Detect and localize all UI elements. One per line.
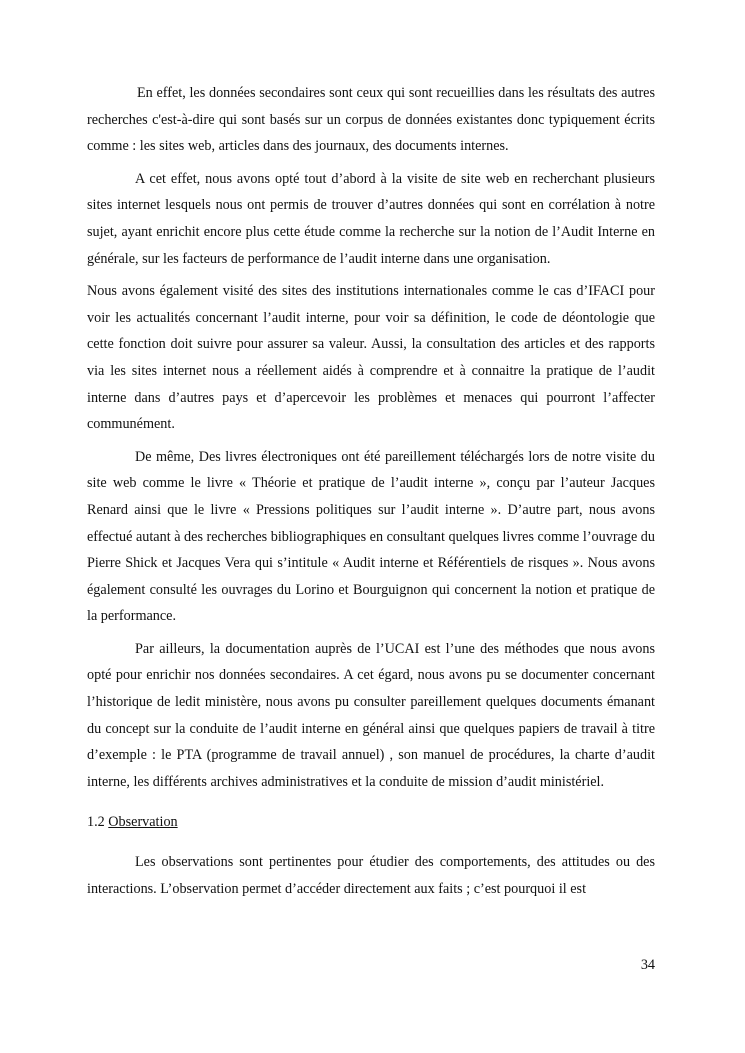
paragraph-observation: Les observations sont pertinentes pour étudier des comportements, des attitudes ou des interactions. L’observation permet d’accéder directement aux faits ; c’est pourquoi il est [87,854,655,898]
section-number: 1.2 [87,814,105,831]
paragraph-ucai-documentation: Par ailleurs, la documentation auprès de l’UCAI est l’une des méthodes que nous avons opté pour enrichir nos données secondaires. A cet égard, nous avons pu se documenter concernant l’historique de ledit ministère, nous avons pu consulter pareillement quelques documents émanant du concept sur la conduite de l’audit interne en général ainsi que quelques papiers de travail à titre d’exemple : le PTA (programme de travail annuel) , son manuel de procédures, la charte d’audit interne, les différents archives administratives et la conduite de mission d’audit ministériel. [87,640,655,790]
section-heading [87,809,655,835]
section-title: Observation [108,814,178,831]
document-page [87,80,655,909]
page-number: 34 [640,957,655,973]
paragraph-international-institutions: Nous avons également visité des sites des institutions internationales comme le cas d’IFACI pour voir les actualités concernant l’audit interne, pour voir sa définition, le code de déontologie que cette fonction doit suivre pour assurer sa valeur. Aussi, la consultation des articles et des rapports via les sites internet nous a réellement aidés à comprendre et à connaitre la pratique de l’audit interne dans d’autres pays et d’apercevoir les problèmes et menaces qui pourront l’affecter communément. [87,283,655,433]
paragraph-secondary-data: En effet, les données secondaires sont ceux qui sont recueillies dans les résultats des autres recherches c'est-à-dire qui sont basés sur un corpus de données existantes donc typiquement écrits comme : les sites web, articles dans des journaux, des documents internes. [87,85,655,155]
paragraph-electronic-books: De même, Des livres électroniques ont été pareillement téléchargés lors de notre visite du site web comme le livre « Théorie et pratique de l’audit interne », conçu par l’auteur Jacques Renard ainsi que le livre « Pressions politiques sur l’audit interne ». D’autre part, nous avons effectué autant à des recherches bibliographiques en consultant quelques livres comme l’ouvrage du Pierre Shick et Jacques Vera qui s’intitule « Audit interne et Référentiels de risques ». Nous avons également consulté les ouvrages du Lorino et Bourguignon qui concernent la notion et pratique de la performance. [87,448,655,625]
paragraph-website-visit: A cet effet, nous avons opté tout d’abord à la visite de site web en recherchant plusieurs sites internet lesquels nous ont permis de trouver d’autres données qui sont en corrélation à notre sujet, ayant enrichit encore plus cette étude comme la recherche sur la notion de l’Audit Interne en générale, sur les facteurs de performance de l’audit interne dans une organisation. [87,170,655,267]
